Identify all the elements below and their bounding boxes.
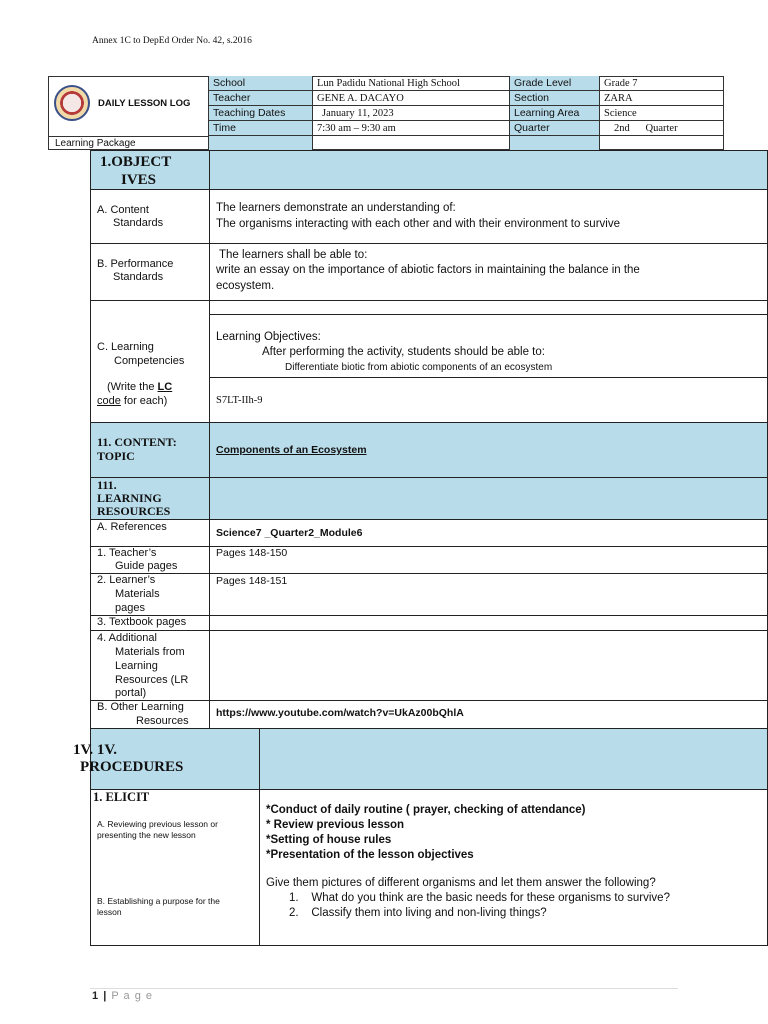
step-b-label-2: lesson: [97, 907, 122, 917]
routine-item-3: *Setting of house rules: [266, 834, 392, 846]
teachers-guide-label-2: Guide pages: [115, 560, 178, 572]
content-standards-label-1: A. Content: [97, 204, 149, 216]
learners-materials-value-cell: [209, 573, 768, 616]
time-value: 7:30 am – 9:30 am: [313, 121, 510, 136]
additional-materials-label-1: 4. Additional: [97, 632, 157, 644]
performance-standards-cell: [209, 243, 768, 301]
learners-materials-value: Pages 148-151: [216, 575, 288, 587]
references-label: A. References: [97, 521, 167, 533]
page-number: 1: [92, 990, 100, 1002]
other-resources-label-1: B. Other Learning: [97, 701, 184, 713]
grade-level-label: Grade Level: [510, 76, 600, 91]
lc-abbrev: LC: [157, 381, 173, 393]
resources-heading-cell: [90, 477, 210, 520]
annex-reference: Annex 1C to DepEd Order No. 42, s.2016: [92, 36, 252, 46]
teachers-guide-label-1: 1. Teacher’s: [97, 547, 157, 559]
content-standards-label-cell: [90, 189, 210, 244]
routine-item-4: *Presentation of the lesson objectives: [266, 849, 474, 861]
learning-area-value: Science: [600, 106, 723, 121]
page-separator: |: [103, 990, 108, 1002]
step-b-label-1: B. Establishing a purpose for the: [97, 896, 220, 906]
references-label-cell: [90, 519, 210, 547]
time-label: Time: [209, 121, 313, 136]
quarter-label: Quarter: [510, 121, 600, 136]
additional-materials-label-2: Materials from: [115, 646, 185, 658]
footer-divider: [90, 988, 678, 989]
content-heading-cell: [90, 422, 210, 478]
grade-level-value: Grade 7: [600, 76, 723, 91]
content-heading-1: 11. CONTENT:: [97, 435, 177, 449]
learning-competencies-label-cell: [90, 300, 210, 423]
additional-materials-label-cell: [90, 630, 210, 701]
lc-note-line-2: code for each): [97, 395, 168, 407]
lc-code: S7LT-IIh-9: [216, 395, 263, 406]
other-resources-value-cell: [209, 700, 768, 729]
content-standards-label-2: Standards: [113, 217, 164, 229]
references-value: Science7 _Quarter2_Module6: [216, 527, 363, 539]
additional-materials-label-5: portal): [115, 687, 147, 699]
content-standards-text-2: The organisms interacting with each other and with their environment to survive: [216, 218, 620, 230]
resources-heading-2: LEARNING: [97, 491, 162, 505]
resources-heading-3: RESOURCES: [97, 504, 171, 518]
learning-objectives-intro: After performing the activity, students should be able to:: [262, 346, 545, 358]
additional-materials-value-cell: [209, 630, 768, 701]
school-label: School: [209, 76, 313, 91]
teachers-guide-value: Pages 148-150: [216, 547, 288, 559]
learners-materials-label-3: pages: [115, 602, 145, 614]
resources-heading-fill: [209, 477, 768, 520]
youtube-link[interactable]: https://www.youtube.com/watch?v=UkAz00bQhlA: [216, 707, 464, 719]
section-value: ZARA: [600, 91, 723, 106]
content-standards-cell: [209, 189, 768, 244]
question-2: 2. Classify them into living and non-living things?: [289, 907, 547, 919]
topic-value: Components of an Ecosystem: [216, 444, 367, 456]
teachers-guide-label-cell: [90, 546, 210, 574]
performance-standards-text-2: write an essay on the importance of abiotic factors in maintaining the balance in the: [216, 264, 640, 276]
teacher-label: Teacher: [209, 91, 313, 106]
performance-standards-text-1: The learners shall be able to:: [219, 249, 368, 261]
teacher-value: GENE A. DACAYO: [313, 91, 510, 106]
daily-lesson-log-title: DAILY LESSON LOG: [98, 98, 191, 109]
performance-standards-label-cell: [90, 243, 210, 301]
learners-materials-label-cell: [90, 573, 210, 616]
textbook-pages-label-cell: [90, 615, 210, 631]
learning-objective-item: Differentiate biotic from abiotic components of an ecosystem: [285, 362, 553, 373]
step-a-label-1: A. Reviewing previous lesson or: [97, 819, 218, 829]
performance-standards-text-3: ecosystem.: [216, 280, 275, 292]
textbook-pages-label: 3. Textbook pages: [97, 616, 187, 628]
header-blank-value: [313, 136, 510, 150]
logo-cell: [48, 76, 209, 136]
page-footer: [92, 990, 153, 1002]
header-blank-label-2: [510, 136, 600, 150]
teaching-dates-value: January 11, 2023: [313, 106, 510, 121]
learning-package-label: Learning Package: [48, 136, 209, 150]
performance-standards-label-1: B. Performance: [97, 258, 174, 270]
elicit-label-cell: [90, 789, 260, 946]
learning-competencies-label-1: C. Learning: [97, 341, 154, 353]
learning-area-label: Learning Area: [510, 106, 600, 121]
objectives-heading-1: 1.OBJECT: [100, 154, 172, 170]
topic-cell: [209, 422, 768, 478]
teachers-guide-value-cell: [209, 546, 768, 574]
procedures-heading-2: PROCEDURES: [80, 759, 184, 775]
objectives-heading-2: IVES: [121, 172, 157, 188]
page-word: P a g e: [111, 990, 153, 1002]
question-1: 1. What do you think are the basic needs for these organisms to survive?: [289, 892, 670, 904]
school-value: Lun Padidu National High School: [313, 76, 510, 91]
objectives-heading-fill: [209, 150, 768, 190]
routine-item-2: * Review previous lesson: [266, 819, 405, 831]
lc-code-cell: [209, 377, 768, 423]
learning-competencies-label-2: Competencies: [114, 355, 185, 367]
additional-materials-label-3: Learning: [115, 660, 158, 672]
procedures-heading-cell: [73, 728, 260, 790]
pictures-intro: Give them pictures of different organisms and let them answer the following?: [266, 877, 656, 889]
lc-note-line-1: (Write the LC: [107, 381, 173, 393]
teaching-dates-label: Teaching Dates: [209, 106, 313, 121]
competencies-blank-row: [209, 300, 768, 315]
step-a-label-2: presenting the new lesson: [97, 830, 196, 840]
header-blank-label: [209, 136, 313, 150]
lc-code-word: code: [97, 395, 121, 407]
elicit-heading: 1. ELICIT: [93, 790, 150, 804]
learning-objectives-title: Learning Objectives:: [216, 331, 321, 343]
content-heading-2: TOPIC: [97, 449, 135, 463]
procedures-heading-1: 1V. 1V.: [73, 742, 118, 758]
learners-materials-label-2: Materials: [115, 588, 160, 600]
deped-seal-icon: [54, 85, 90, 121]
routine-item-1: *Conduct of daily routine ( prayer, checking of attendance): [266, 804, 586, 816]
section-label: Section: [510, 91, 600, 106]
learners-materials-label-1: 2. Learner’s: [97, 574, 156, 586]
learning-objectives-cell: [209, 314, 768, 378]
other-resources-label-2: Resources: [136, 715, 189, 727]
elicit-content-cell: [259, 789, 768, 946]
performance-standards-label-2: Standards: [113, 271, 164, 283]
references-value-cell: [209, 519, 768, 547]
procedures-heading-fill: [259, 728, 768, 790]
additional-materials-label-4: Resources (LR: [115, 674, 189, 686]
resources-heading-1: 111.: [97, 478, 117, 492]
objectives-heading-cell: [90, 150, 210, 190]
textbook-pages-value-cell: [209, 615, 768, 631]
quarter-value: 2nd Quarter: [600, 121, 723, 136]
content-standards-text-1: The learners demonstrate an understanding of:: [216, 202, 456, 214]
other-resources-label-cell: [90, 700, 210, 729]
